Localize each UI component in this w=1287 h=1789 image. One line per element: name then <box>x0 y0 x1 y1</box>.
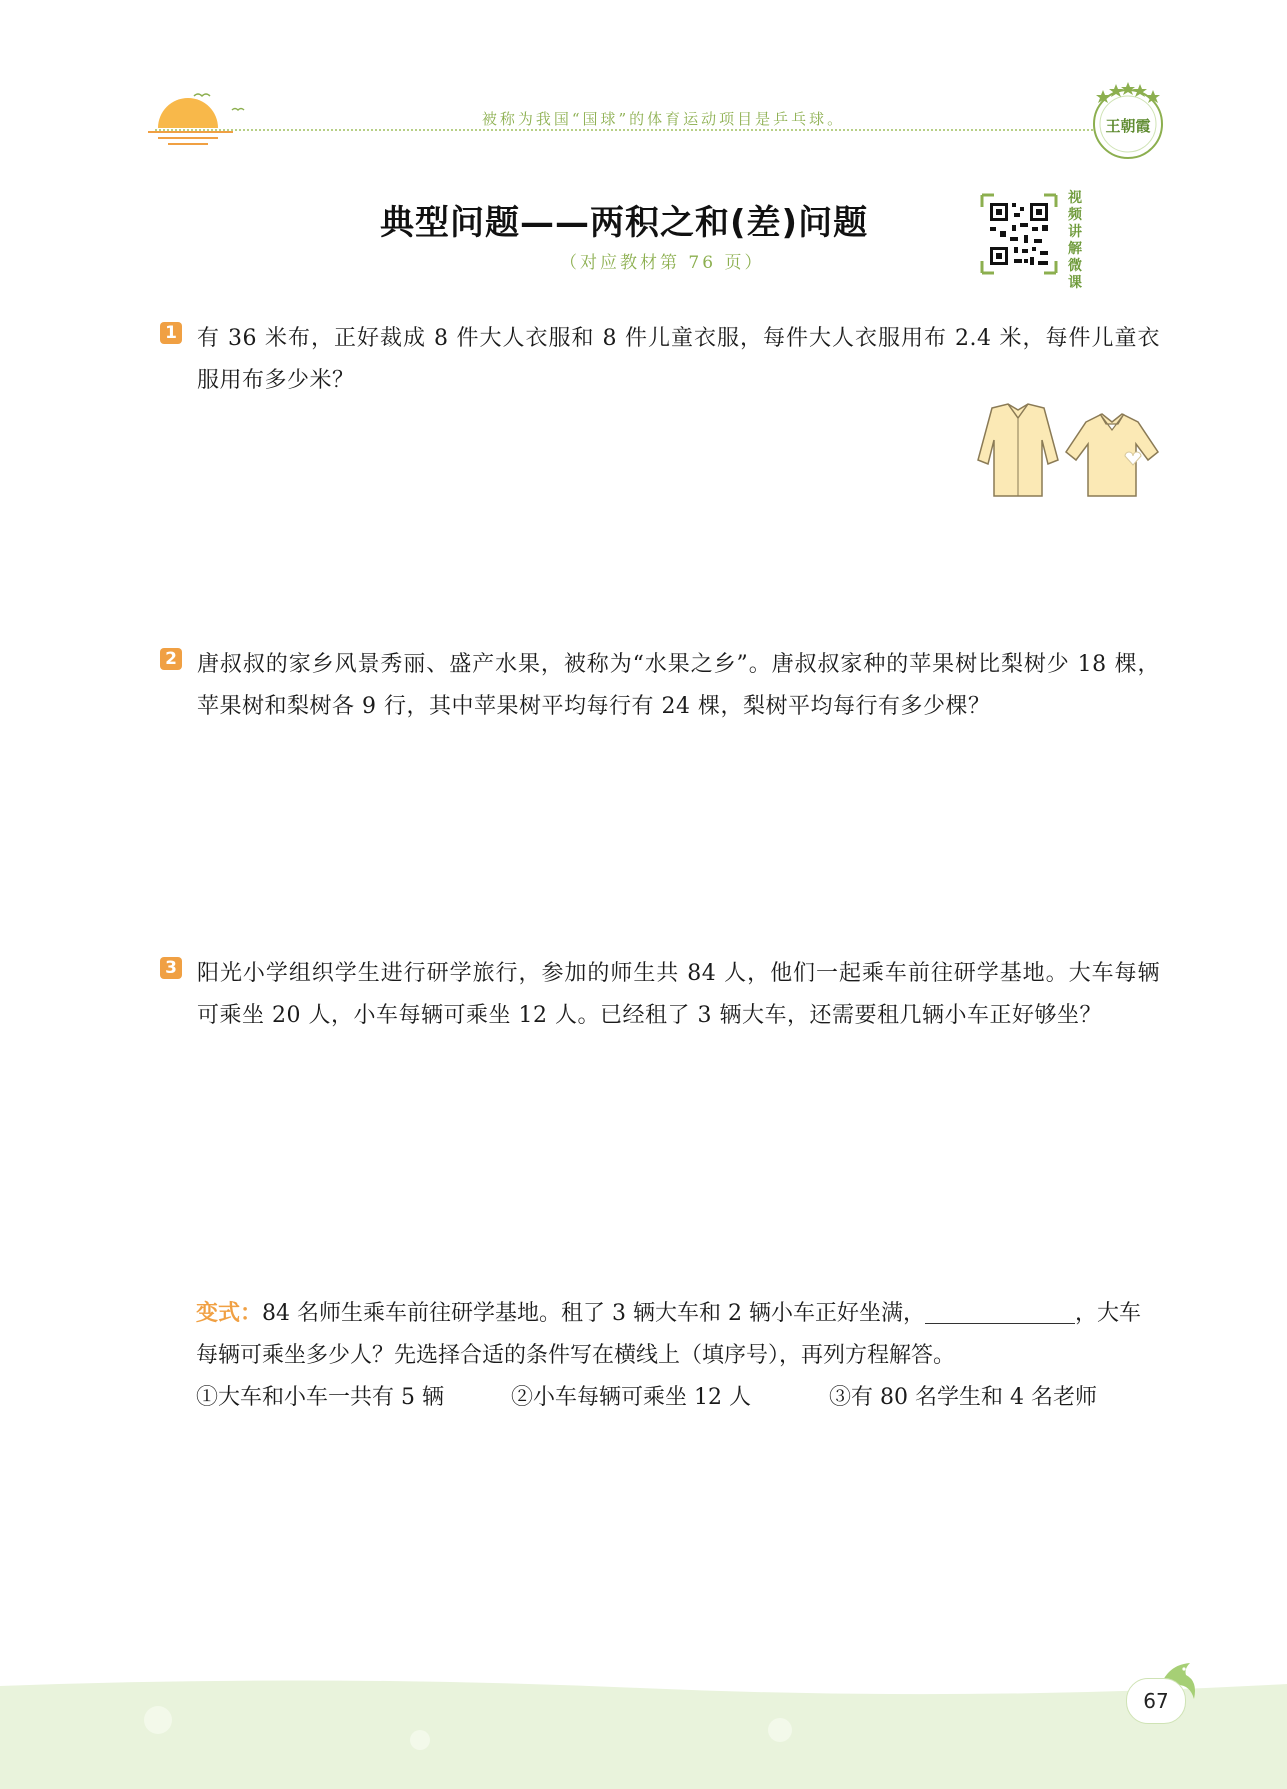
variant-body <box>196 1293 1162 1377</box>
shirts-illustration-icon <box>962 400 1162 505</box>
problem-number-badge: 3 <box>160 957 182 979</box>
variant-label: 变式： <box>196 1301 263 1326</box>
variant-text-a: 84 名师生乘车前往研学基地。租了 3 辆大车和 2 辆小车正好坐满， <box>262 1301 925 1326</box>
header-divider <box>155 129 1157 131</box>
footer-wave-decoration <box>0 1680 1287 1789</box>
header-slogan: 被称为我国“国球”的体育运动项目是乒乓球。 <box>481 110 846 128</box>
problem-number-badge: 1 <box>160 322 182 344</box>
problem-text: 唐叔叔的家乡风景秀丽、盛产水果，被称为“水果之乡”。唐叔叔家种的苹果树比梨树少 18 棵，苹果树和梨树各 9 行，其中苹果树平均每行有 24 棵，梨树平均每行有多少棵？ <box>197 652 1160 719</box>
problem-3 <box>160 953 1160 1037</box>
answer-blank[interactable] <box>925 1297 1075 1324</box>
variant-text-b: ，大车每辆可乘坐多少人？先选择合适的条件写在横线上（填序号），再列方程解答。 <box>196 1301 1141 1368</box>
qr-caption: 视 频 讲 解 微 课 <box>1068 190 1082 291</box>
option-1: ①大车和小车一共有 5 辆 <box>196 1385 444 1410</box>
publisher-badge-icon <box>1083 76 1173 164</box>
problem-text: 阳光小学组织学生进行研学旅行，参加的师生共 84 人，他们一起乘车前往研学基地。大车每辆可乘坐 20 人，小车每辆可乘坐 12 人。已经租了 3 辆大车，还需要租几辆小车正好够坐？ <box>197 961 1160 1028</box>
svg-text:王朝霞: 王朝霞 <box>1105 117 1151 135</box>
variant-options <box>196 1377 1162 1419</box>
page-number: 67 <box>1126 1678 1186 1724</box>
problem-text: 有 36 米布，正好裁成 8 件大人衣服和 8 件儿童衣服，每件大人衣服用布 2.4 米，每件儿童衣服用布多少米？ <box>197 326 1160 393</box>
variant-question <box>196 1293 1162 1419</box>
problem-2 <box>160 644 1160 728</box>
page-subtitle: （对应教材第 76 页） <box>560 253 765 273</box>
option-2: ②小车每辆可乘坐 12 人 <box>511 1385 751 1410</box>
qr-code-icon[interactable] <box>980 193 1058 275</box>
problem-1 <box>160 318 1160 402</box>
problem-number-badge: 2 <box>160 648 182 670</box>
option-3: ③有 80 名学生和 4 名老师 <box>829 1385 1097 1410</box>
page-title: 典型问题——两积之和(差)问题 <box>380 203 869 243</box>
